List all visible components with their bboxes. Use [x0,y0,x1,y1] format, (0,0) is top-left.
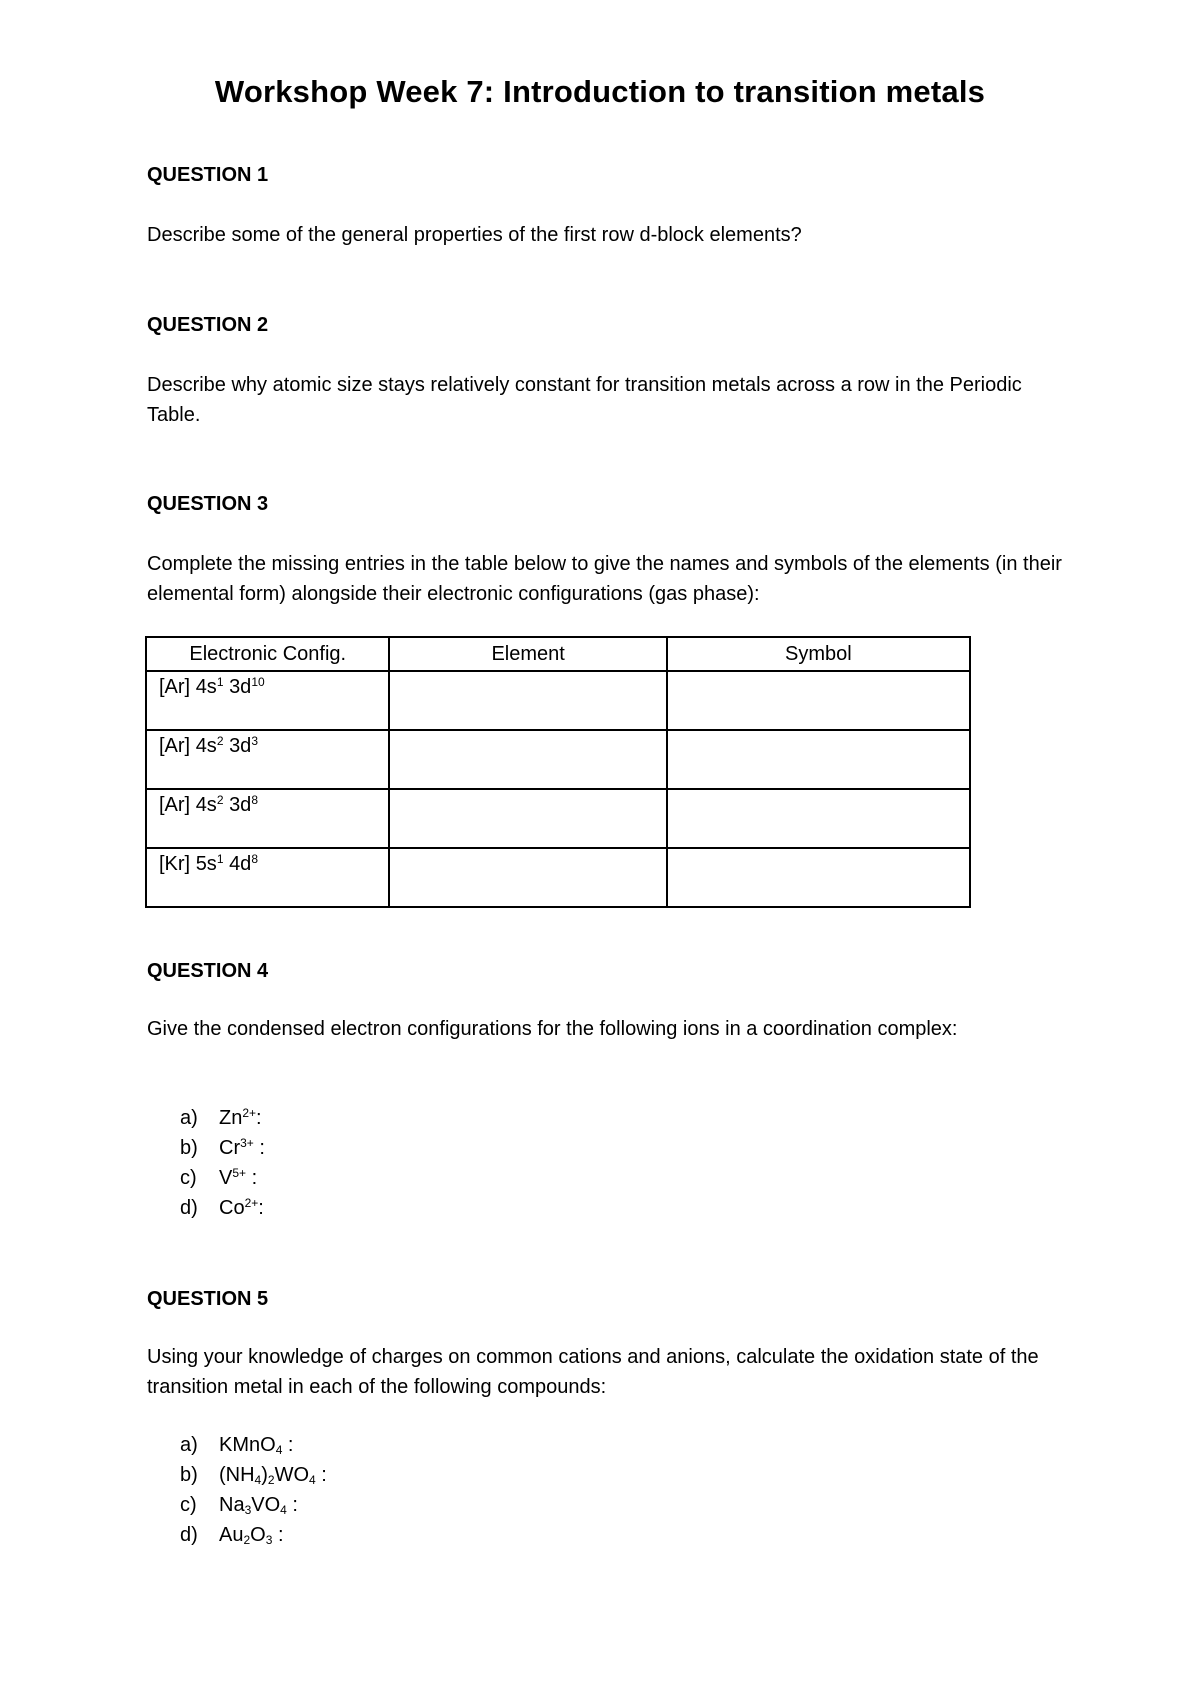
question-2-text: Describe why atomic size stays relatively constant for transition metals across a row in the Periodic Table. [147,374,1022,426]
header-symbol: Symbol [667,637,970,671]
element-answer-cell[interactable] [389,671,666,730]
symbol-answer-cell[interactable] [667,789,970,848]
table-header-row [146,637,970,671]
list-item: d) $Au_2O_3$ : [180,1524,284,1547]
configuration-table [145,636,971,908]
config-cell: [Ar] $4s^2$ $3d^8$ [146,789,389,848]
config-cell: [Kr] $5s^1$ $4d^8$ [146,848,389,907]
table-row [146,671,970,730]
question-3-text: Complete the missing entries in the table below to give the names and symbols of the elements (in their elemental form) alongside their electronic configurations (gas phase): [147,553,1062,605]
header-element: Element [389,637,666,671]
list-item: d) $Co^{2+}$: [180,1196,264,1219]
symbol-answer-cell[interactable] [667,730,970,789]
element-answer-cell[interactable] [389,730,666,789]
list-item: a) KMnO$_4$ : [180,1434,294,1457]
table-row [146,789,970,848]
config-cell: [Ar] $4s^1$ $3d^{10}$ [146,671,389,730]
header-config: Electronic Config. [146,637,389,671]
question-4-heading: QUESTION 4 [147,960,269,982]
compound-list [180,1430,327,1550]
symbol-answer-cell[interactable] [667,848,970,907]
table-row [146,730,970,789]
list-item: c) $Na_3VO_4$ : [180,1494,298,1517]
question-1-heading: QUESTION 1 [147,164,269,186]
question-4-text: Give the condensed electron configurations for the following ions in a coordination complex: [147,1018,958,1040]
list-item: b) $Cr^{3+}$ : [180,1136,265,1159]
element-answer-cell[interactable] [389,789,666,848]
question-1-text: Describe some of the general properties of the first row d-block elements? [147,224,802,246]
table-row [146,848,970,907]
list-item: a) $Zn^{2+}$: [180,1106,262,1129]
question-5-text: Using your knowledge of charges on common cations and anions, calculate the oxidation state of the transition metal in each of the following compounds: [147,1346,1039,1398]
config-cell: [Ar] $4s^2$ $3d^3$ [146,730,389,789]
symbol-answer-cell[interactable] [667,671,970,730]
ion-list [180,1103,265,1223]
list-item: b) $(NH_4)_2WO_4$ : [180,1464,327,1487]
list-item: c) $V^{5+}$ : [180,1166,258,1189]
question-3-heading: QUESTION 3 [147,493,269,515]
element-answer-cell[interactable] [389,848,666,907]
question-2-heading: QUESTION 2 [147,314,269,336]
question-5-heading: QUESTION 5 [147,1288,269,1310]
page-title: Workshop Week 7: Introduction to transition metals [214,74,986,109]
